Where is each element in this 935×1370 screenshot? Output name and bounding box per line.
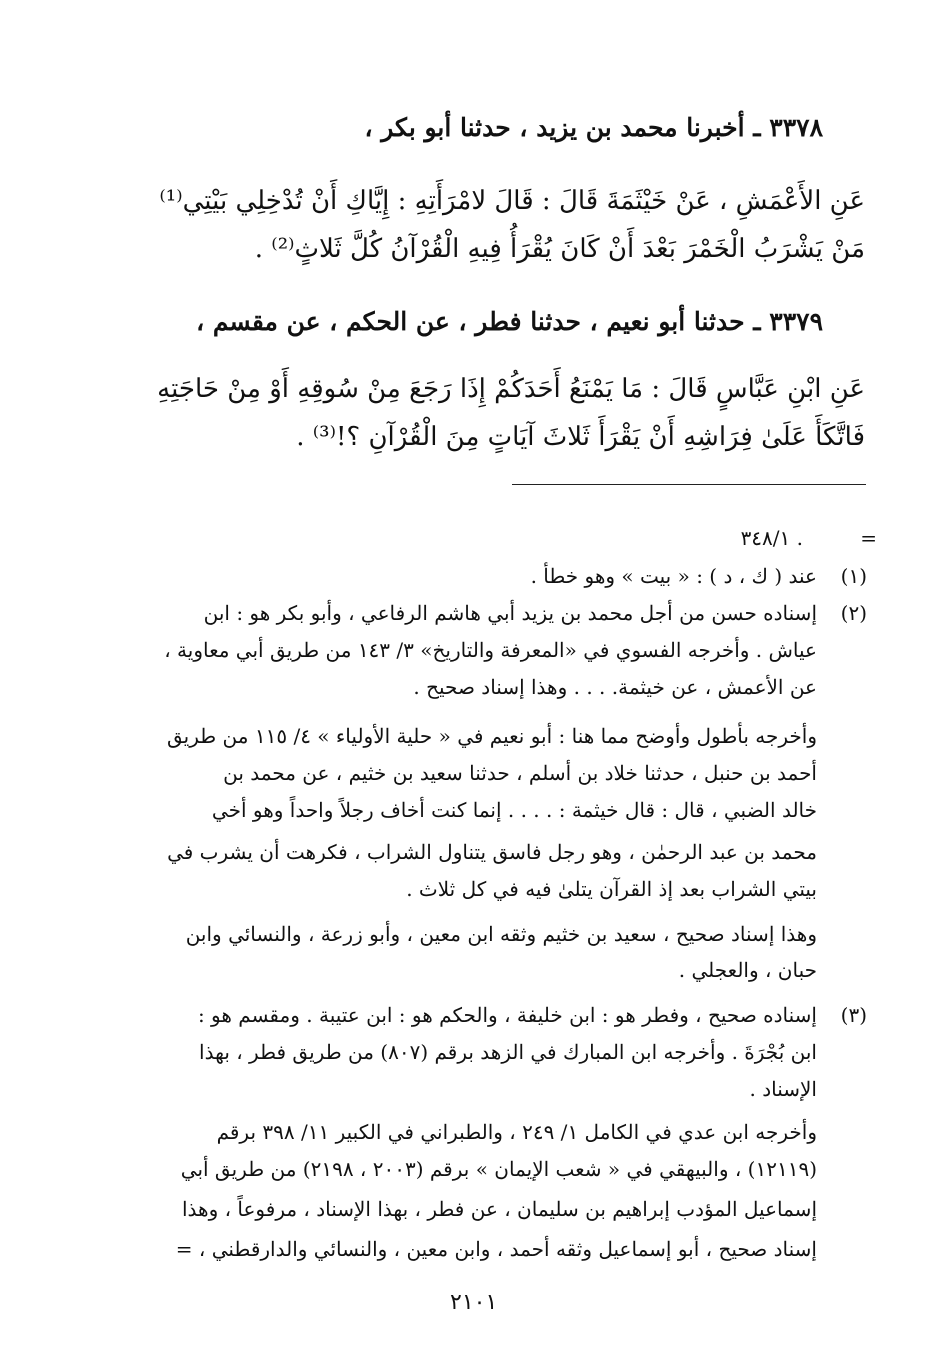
footnote-2-line: وأخرجه بأطول وأوضح مما هنا : أبو نعيم في « حلية الأولياء » ٤/ ١١٥ من طريق	[167, 724, 817, 748]
footnote-1-number: (١)	[840, 564, 867, 588]
footnote-2-line: بيتي الشراب بعد إذ القرآن يتلىٰ فيه في كل ثلاث .	[406, 877, 817, 901]
hadith-3378-isnad: ٣٣٧٨ ـ أخبرنا محمد بن يزيد ، حدثنا أبو بكر ،	[364, 113, 823, 142]
footnote-2-line: عياش . وأخرجه الفسوي في «المعرفة والتاريخ» ٣/ ١٤٣ من طريق أبي معاوية ،	[164, 638, 817, 662]
footnote-2-line: إسناده حسن من أجل محمد بن يزيد أبي هاشم الرفاعي ، وأبو بكر هو : ابن	[203, 601, 817, 625]
footnote-3-line: وأخرجه ابن عدي في الكامل ١/ ٢٤٩ ، والطبراني في الكبير ١١/ ٣٩٨ برقم	[216, 1120, 817, 1144]
footnote-2-line: أحمد بن حنبل ، حدثنا خلاد بن أسلم ، حدثنا سعيد بن خثيم ، عن محمد بن	[223, 761, 817, 785]
hadith-3379-matn-line-1: عَنِ ابْنِ عَبَّاسٍ قَالَ : مَا يَمْنَعُ أَحَدَكُمْ إِذَا رَجَعَ مِنْ سُوقِهِ أَوْ مِنْ حَاجَتِهِ	[157, 374, 865, 404]
footnote-3-line: إسناد صحيح ، أبو إسماعيل وثقه أحمد ، وابن معين ، والنسائي والدارقطني ، =	[175, 1237, 817, 1261]
footnote-3-line: الإسناد .	[749, 1077, 817, 1101]
footnote-2-line: خالد الضبي ، قال : قال خيثمة : . . . . إنما كنت أخاف رجلاً واحداً وهو أخي	[211, 798, 817, 822]
footnote-2-line: وهذا إسناد صحيح ، سعيد بن خثيم وثقه ابن معين ، وأبو زرعة ، والنسائي وابن	[185, 922, 817, 946]
hadith-3379-isnad: ٣٣٧٩ ـ حدثنا أبو نعيم ، حدثنا فطر ، عن الحكم ، عن مقسم ،	[196, 307, 823, 336]
footnote-3-number: (٣)	[840, 1003, 867, 1027]
hadith-3378-matn-line-1: عَنِ الأَعْمَشِ ، عَنْ خَيْثَمَةَ قَالَ : قَالَ لامْرَأَتِهِ : إِيَّاكِ أَنْ تُدْخِلِي بَيْتِي⁽¹⁾	[159, 186, 865, 216]
footnote-separator	[512, 484, 866, 485]
footnote-continuation-mark: =	[860, 526, 877, 550]
footnote-3-line: ابن بُجْرَةَ . وأخرجه ابن المبارك في الزهد برقم (٨٠٧) من طريق فطر ، بهذا	[199, 1040, 817, 1064]
footnote-3-line: (١٢١١٩) ، والبيهقي في « شعب الإيمان » برقم (٢٠٠٣ ، ٢١٩٨) من طريق أبي	[180, 1157, 817, 1181]
footnote-continuation-text: ٣٤٨/١ .	[740, 526, 803, 550]
footnote-2-number: (٢)	[840, 601, 867, 625]
hadith-3379-matn-line-2: فَاتَّكَأَ عَلَىٰ فِرَاشِهِ أَنْ يَقْرَأَ ثَلاثَ آيَاتٍ مِنَ الْقُرْآنِ ؟!⁽³⁾ .	[296, 422, 865, 452]
page-number: ٢١٠١	[450, 1290, 498, 1315]
footnote-2-line: محمد بن عبد الرحمٰن ، وهو رجل فاسق يتناول الشراب ، فكرهت أن يشرب في	[167, 840, 817, 864]
footnote-3-line: إسماعيل المؤدب إبراهيم بن سليمان ، عن فطر ، بهذا الإسناد ، مرفوعاً ، وهذا	[181, 1197, 817, 1221]
hadith-3378-matn-line-2: مَنْ يَشْرَبُ الْخَمْرَ بَعْدَ أَنْ كَانَ يُقْرَأُ فِيهِ الْقُرْآنُ كُلَّ ثَلاثٍ⁽²⁾ .	[254, 234, 865, 264]
footnote-2-line: عن الأعمش ، عن خيثمة. . . . وهذا إسناد صحيح .	[413, 675, 817, 699]
footnote-1-line: عند ( ك ، د ) : « بيت » وهو خطأ .	[530, 564, 817, 588]
footnote-3-line: إسناده صحيح ، وفطر هو : ابن خليفة ، والحكم هو : ابن عتيبة . ومقسم هو :	[197, 1003, 817, 1027]
footnote-2-line: حبان ، والعجلي .	[678, 958, 817, 982]
